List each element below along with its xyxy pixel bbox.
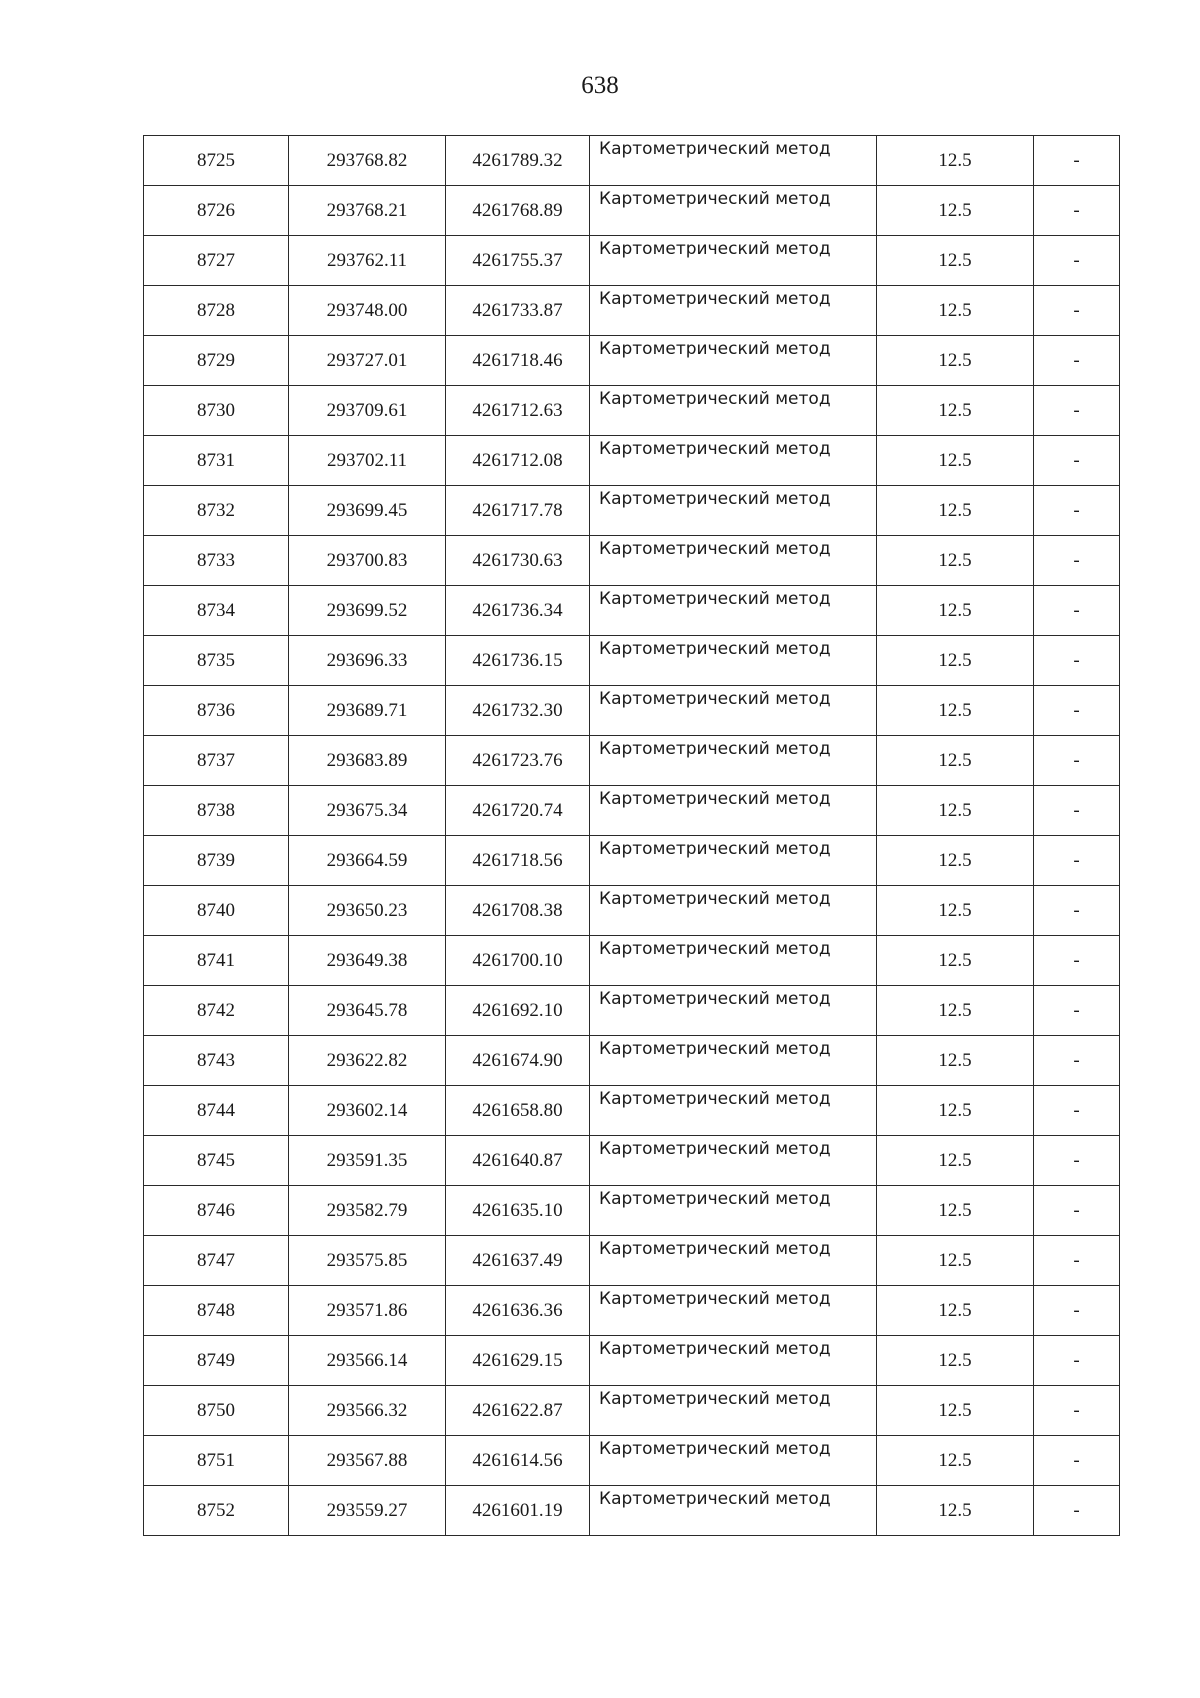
- table-row: [144, 936, 1120, 986]
- y-coordinate-cell: 4261622.87: [446, 1386, 590, 1436]
- accuracy-cell: 12.5: [877, 686, 1034, 736]
- point-number-cell: 8727: [144, 236, 289, 286]
- x-coordinate-cell: 293748.00: [289, 286, 446, 336]
- accuracy-cell: 12.5: [877, 636, 1034, 686]
- table-row: [144, 736, 1120, 786]
- accuracy-cell: 12.5: [877, 1286, 1034, 1336]
- method-cell: Картометрический метод: [590, 1286, 877, 1336]
- table-row: [144, 1486, 1120, 1536]
- note-cell: -: [1034, 136, 1120, 186]
- x-coordinate-cell: 293566.14: [289, 1336, 446, 1386]
- point-number-cell: 8736: [144, 686, 289, 736]
- point-number-cell: 8748: [144, 1286, 289, 1336]
- note-cell: -: [1034, 1486, 1120, 1536]
- x-coordinate-cell: 293702.11: [289, 436, 446, 486]
- point-number-cell: 8731: [144, 436, 289, 486]
- y-coordinate-cell: 4261658.80: [446, 1086, 590, 1136]
- accuracy-cell: 12.5: [877, 286, 1034, 336]
- table-row: [144, 136, 1120, 186]
- accuracy-cell: 12.5: [877, 436, 1034, 486]
- point-number-cell: 8751: [144, 1436, 289, 1486]
- method-cell: Картометрический метод: [590, 1036, 877, 1086]
- note-cell: -: [1034, 436, 1120, 486]
- point-number-cell: 8729: [144, 336, 289, 386]
- x-coordinate-cell: 293650.23: [289, 886, 446, 936]
- accuracy-cell: 12.5: [877, 236, 1034, 286]
- accuracy-cell: 12.5: [877, 336, 1034, 386]
- accuracy-cell: 12.5: [877, 986, 1034, 1036]
- y-coordinate-cell: 4261635.10: [446, 1186, 590, 1236]
- table-row: [144, 986, 1120, 1036]
- point-number-cell: 8749: [144, 1336, 289, 1386]
- method-cell: Картометрический метод: [590, 836, 877, 886]
- note-cell: -: [1034, 1436, 1120, 1486]
- note-cell: -: [1034, 736, 1120, 786]
- method-cell: Картометрический метод: [590, 786, 877, 836]
- method-cell: Картометрический метод: [590, 536, 877, 586]
- note-cell: -: [1034, 236, 1120, 286]
- note-cell: -: [1034, 1086, 1120, 1136]
- note-cell: -: [1034, 986, 1120, 1036]
- x-coordinate-cell: 293762.11: [289, 236, 446, 286]
- y-coordinate-cell: 4261723.76: [446, 736, 590, 786]
- x-coordinate-cell: 293571.86: [289, 1286, 446, 1336]
- accuracy-cell: 12.5: [877, 1236, 1034, 1286]
- accuracy-cell: 12.5: [877, 1336, 1034, 1386]
- table-row: [144, 286, 1120, 336]
- x-coordinate-cell: 293664.59: [289, 836, 446, 886]
- y-coordinate-cell: 4261712.63: [446, 386, 590, 436]
- table-row: [144, 236, 1120, 286]
- method-cell: Картометрический метод: [590, 286, 877, 336]
- note-cell: -: [1034, 636, 1120, 686]
- table-row: [144, 836, 1120, 886]
- accuracy-cell: 12.5: [877, 536, 1034, 586]
- point-number-cell: 8744: [144, 1086, 289, 1136]
- accuracy-cell: 12.5: [877, 786, 1034, 836]
- x-coordinate-cell: 293566.32: [289, 1386, 446, 1436]
- y-coordinate-cell: 4261717.78: [446, 486, 590, 536]
- method-cell: Картометрический метод: [590, 886, 877, 936]
- point-number-cell: 8728: [144, 286, 289, 336]
- y-coordinate-cell: 4261640.87: [446, 1136, 590, 1186]
- method-cell: Картометрический метод: [590, 1236, 877, 1286]
- note-cell: -: [1034, 186, 1120, 236]
- point-number-cell: 8742: [144, 986, 289, 1036]
- note-cell: -: [1034, 786, 1120, 836]
- table-row: [144, 786, 1120, 836]
- x-coordinate-cell: 293699.45: [289, 486, 446, 536]
- point-number-cell: 8726: [144, 186, 289, 236]
- x-coordinate-cell: 293622.82: [289, 1036, 446, 1086]
- table-row: [144, 186, 1120, 236]
- y-coordinate-cell: 4261692.10: [446, 986, 590, 1036]
- accuracy-cell: 12.5: [877, 1036, 1034, 1086]
- note-cell: -: [1034, 336, 1120, 386]
- note-cell: -: [1034, 536, 1120, 586]
- accuracy-cell: 12.5: [877, 586, 1034, 636]
- x-coordinate-cell: 293699.52: [289, 586, 446, 636]
- y-coordinate-cell: 4261755.37: [446, 236, 590, 286]
- y-coordinate-cell: 4261601.19: [446, 1486, 590, 1536]
- table-row: [144, 1186, 1120, 1236]
- accuracy-cell: 12.5: [877, 836, 1034, 886]
- table-row: [144, 1136, 1120, 1186]
- method-cell: Картометрический метод: [590, 586, 877, 636]
- table-row: [144, 536, 1120, 586]
- accuracy-cell: 12.5: [877, 1386, 1034, 1436]
- table-row: [144, 436, 1120, 486]
- note-cell: -: [1034, 836, 1120, 886]
- accuracy-cell: 12.5: [877, 936, 1034, 986]
- coordinates-table: [143, 135, 1120, 1536]
- x-coordinate-cell: 293567.88: [289, 1436, 446, 1486]
- x-coordinate-cell: 293683.89: [289, 736, 446, 786]
- table-row: [144, 486, 1120, 536]
- y-coordinate-cell: 4261768.89: [446, 186, 590, 236]
- y-coordinate-cell: 4261720.74: [446, 786, 590, 836]
- method-cell: Картометрический метод: [590, 136, 877, 186]
- x-coordinate-cell: 293696.33: [289, 636, 446, 686]
- note-cell: -: [1034, 1236, 1120, 1286]
- table-row: [144, 1286, 1120, 1336]
- x-coordinate-cell: 293700.83: [289, 536, 446, 586]
- table-row: [144, 1386, 1120, 1436]
- x-coordinate-cell: 293675.34: [289, 786, 446, 836]
- point-number-cell: 8740: [144, 886, 289, 936]
- x-coordinate-cell: 293768.21: [289, 186, 446, 236]
- table-row: [144, 386, 1120, 436]
- table-row: [144, 586, 1120, 636]
- table-row: [144, 1236, 1120, 1286]
- x-coordinate-cell: 293575.85: [289, 1236, 446, 1286]
- x-coordinate-cell: 293591.35: [289, 1136, 446, 1186]
- y-coordinate-cell: 4261629.15: [446, 1336, 590, 1386]
- note-cell: -: [1034, 1386, 1120, 1436]
- note-cell: -: [1034, 1286, 1120, 1336]
- y-coordinate-cell: 4261736.34: [446, 586, 590, 636]
- point-number-cell: 8734: [144, 586, 289, 636]
- y-coordinate-cell: 4261637.49: [446, 1236, 590, 1286]
- page-number: 638: [581, 72, 619, 99]
- note-cell: -: [1034, 1336, 1120, 1386]
- method-cell: Картометрический метод: [590, 186, 877, 236]
- point-number-cell: 8746: [144, 1186, 289, 1236]
- table-row: [144, 1036, 1120, 1086]
- accuracy-cell: 12.5: [877, 1186, 1034, 1236]
- table-row: [144, 886, 1120, 936]
- note-cell: -: [1034, 586, 1120, 636]
- y-coordinate-cell: 4261736.15: [446, 636, 590, 686]
- x-coordinate-cell: 293768.82: [289, 136, 446, 186]
- point-number-cell: 8747: [144, 1236, 289, 1286]
- method-cell: Картометрический метод: [590, 386, 877, 436]
- y-coordinate-cell: 4261732.30: [446, 686, 590, 736]
- method-cell: Картометрический метод: [590, 1386, 877, 1436]
- method-cell: Картометрический метод: [590, 1486, 877, 1536]
- y-coordinate-cell: 4261636.36: [446, 1286, 590, 1336]
- method-cell: Картометрический метод: [590, 1086, 877, 1136]
- point-number-cell: 8743: [144, 1036, 289, 1086]
- y-coordinate-cell: 4261708.38: [446, 886, 590, 936]
- point-number-cell: 8733: [144, 536, 289, 586]
- y-coordinate-cell: 4261789.32: [446, 136, 590, 186]
- point-number-cell: 8738: [144, 786, 289, 836]
- point-number-cell: 8750: [144, 1386, 289, 1436]
- y-coordinate-cell: 4261712.08: [446, 436, 590, 486]
- accuracy-cell: 12.5: [877, 486, 1034, 536]
- x-coordinate-cell: 293582.79: [289, 1186, 446, 1236]
- x-coordinate-cell: 293709.61: [289, 386, 446, 436]
- y-coordinate-cell: 4261730.63: [446, 536, 590, 586]
- x-coordinate-cell: 293559.27: [289, 1486, 446, 1536]
- method-cell: Картометрический метод: [590, 636, 877, 686]
- y-coordinate-cell: 4261674.90: [446, 1036, 590, 1086]
- accuracy-cell: 12.5: [877, 1136, 1034, 1186]
- accuracy-cell: 12.5: [877, 186, 1034, 236]
- accuracy-cell: 12.5: [877, 1086, 1034, 1136]
- method-cell: Картометрический метод: [590, 1186, 877, 1236]
- method-cell: Картометрический метод: [590, 686, 877, 736]
- y-coordinate-cell: 4261733.87: [446, 286, 590, 336]
- x-coordinate-cell: 293689.71: [289, 686, 446, 736]
- point-number-cell: 8732: [144, 486, 289, 536]
- point-number-cell: 8735: [144, 636, 289, 686]
- accuracy-cell: 12.5: [877, 1436, 1034, 1486]
- y-coordinate-cell: 4261700.10: [446, 936, 590, 986]
- method-cell: Картометрический метод: [590, 336, 877, 386]
- y-coordinate-cell: 4261718.46: [446, 336, 590, 386]
- note-cell: -: [1034, 486, 1120, 536]
- note-cell: -: [1034, 936, 1120, 986]
- point-number-cell: 8741: [144, 936, 289, 986]
- method-cell: Картометрический метод: [590, 236, 877, 286]
- method-cell: Картометрический метод: [590, 1136, 877, 1186]
- method-cell: Картометрический метод: [590, 486, 877, 536]
- point-number-cell: 8745: [144, 1136, 289, 1186]
- method-cell: Картометрический метод: [590, 736, 877, 786]
- y-coordinate-cell: 4261614.56: [446, 1436, 590, 1486]
- accuracy-cell: 12.5: [877, 386, 1034, 436]
- note-cell: -: [1034, 1136, 1120, 1186]
- table-row: [144, 636, 1120, 686]
- accuracy-cell: 12.5: [877, 736, 1034, 786]
- table-row: [144, 1086, 1120, 1136]
- table-row: [144, 686, 1120, 736]
- y-coordinate-cell: 4261718.56: [446, 836, 590, 886]
- table-body: [144, 136, 1120, 1536]
- table-row: [144, 1336, 1120, 1386]
- point-number-cell: 8739: [144, 836, 289, 886]
- method-cell: Картометрический метод: [590, 936, 877, 986]
- note-cell: -: [1034, 386, 1120, 436]
- note-cell: -: [1034, 1186, 1120, 1236]
- point-number-cell: 8730: [144, 386, 289, 436]
- note-cell: -: [1034, 686, 1120, 736]
- x-coordinate-cell: 293727.01: [289, 336, 446, 386]
- table-row: [144, 336, 1120, 386]
- x-coordinate-cell: 293645.78: [289, 986, 446, 1036]
- method-cell: Картометрический метод: [590, 1336, 877, 1386]
- accuracy-cell: 12.5: [877, 886, 1034, 936]
- accuracy-cell: 12.5: [877, 136, 1034, 186]
- note-cell: -: [1034, 886, 1120, 936]
- accuracy-cell: 12.5: [877, 1486, 1034, 1536]
- method-cell: Картометрический метод: [590, 1436, 877, 1486]
- point-number-cell: 8725: [144, 136, 289, 186]
- x-coordinate-cell: 293602.14: [289, 1086, 446, 1136]
- method-cell: Картометрический метод: [590, 436, 877, 486]
- table-row: [144, 1436, 1120, 1486]
- note-cell: -: [1034, 1036, 1120, 1086]
- method-cell: Картометрический метод: [590, 986, 877, 1036]
- point-number-cell: 8737: [144, 736, 289, 786]
- point-number-cell: 8752: [144, 1486, 289, 1536]
- x-coordinate-cell: 293649.38: [289, 936, 446, 986]
- note-cell: -: [1034, 286, 1120, 336]
